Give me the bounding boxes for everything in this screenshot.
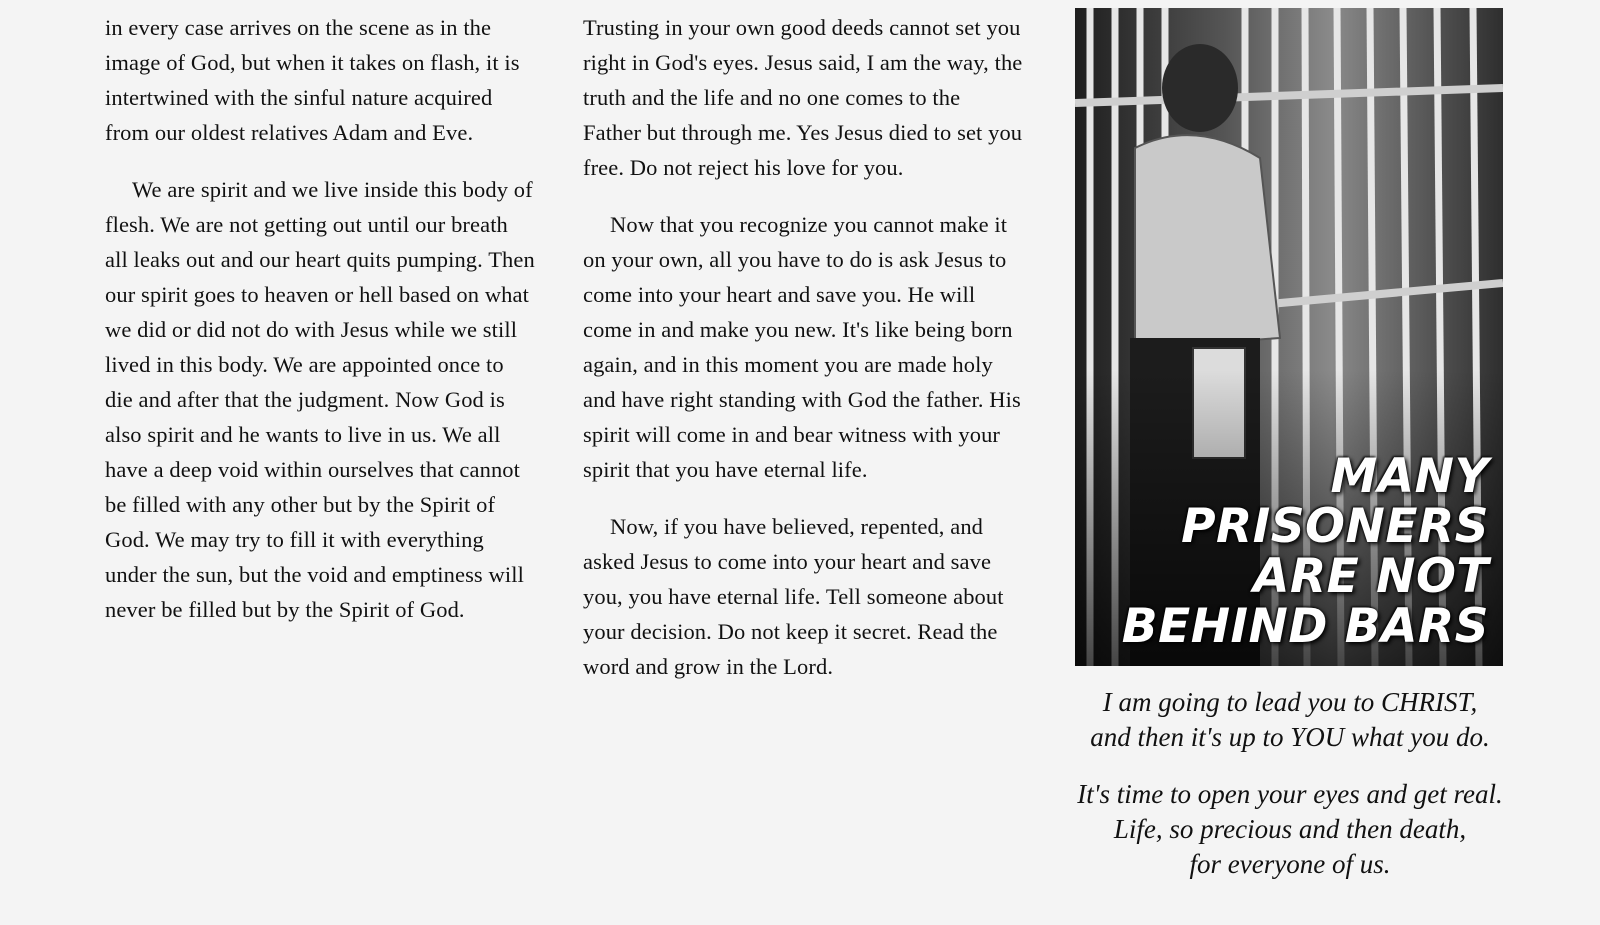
photo-title: MANY PRISONERS ARE NOT BEHIND BARS — [1121, 449, 1489, 654]
paragraph: in every case arrives on the scene as in the image of God, but when it takes on flash, it is intertwined with the sinful nature acquired from our oldest relatives Adam and Eve. — [105, 15, 520, 145]
paragraph: Now that you recognize you cannot make it on your own, all you have to do is ask Jesus to come into your heart and save you. He will come in and make you new. It's like being born again, and in this moment you are made holy and have right standing with God the father. His spirit will come in and bear witness with your spirit that you have eternal life. — [583, 212, 1021, 482]
caption — [1075, 685, 1505, 904]
prison-photo — [1075, 8, 1503, 666]
quote-open-your-eyes: It's time to open your eyes and get real. Life, so precious and then death, for everyone of us. — [1077, 779, 1503, 879]
paragraph: Now, if you have believed, repented, and asked Jesus to come into your heart and save you, you have eternal life. Tell someone about your decision. Do not keep it secret. Read the word and grow in the Lord. — [583, 514, 1004, 679]
text-column-middle — [583, 10, 1023, 706]
quote-lead-to-christ: I am going to lead you to CHRIST, and then it's up to YOU what you do. — [1090, 687, 1490, 752]
text-column-left — [105, 10, 535, 649]
paragraph: We are spirit and we live inside this body of flesh. We are not getting out until our breath all leaks out and our heart quits pumping. Then our spirit goes to heaven or hell based on what we did or did not do with Jesus while we still lived in this body. We are appointed once to die and after that the judgment. Now God is also spirit and he wants to live in us. We all have a deep void within ourselves that cannot be filled with any other but by the Spirit of God. We may try to fill it with everything under the sun, but the void and emptiness will never be filled but by the Spirit of God. — [105, 177, 535, 622]
paragraph: Trusting in your own good deeds cannot set you right in God's eyes. Jesus said, I am the way, the truth and the life and no one comes to the Father but through me. Yes Jesus died to set you free. Do not reject his love for you. — [583, 15, 1023, 180]
